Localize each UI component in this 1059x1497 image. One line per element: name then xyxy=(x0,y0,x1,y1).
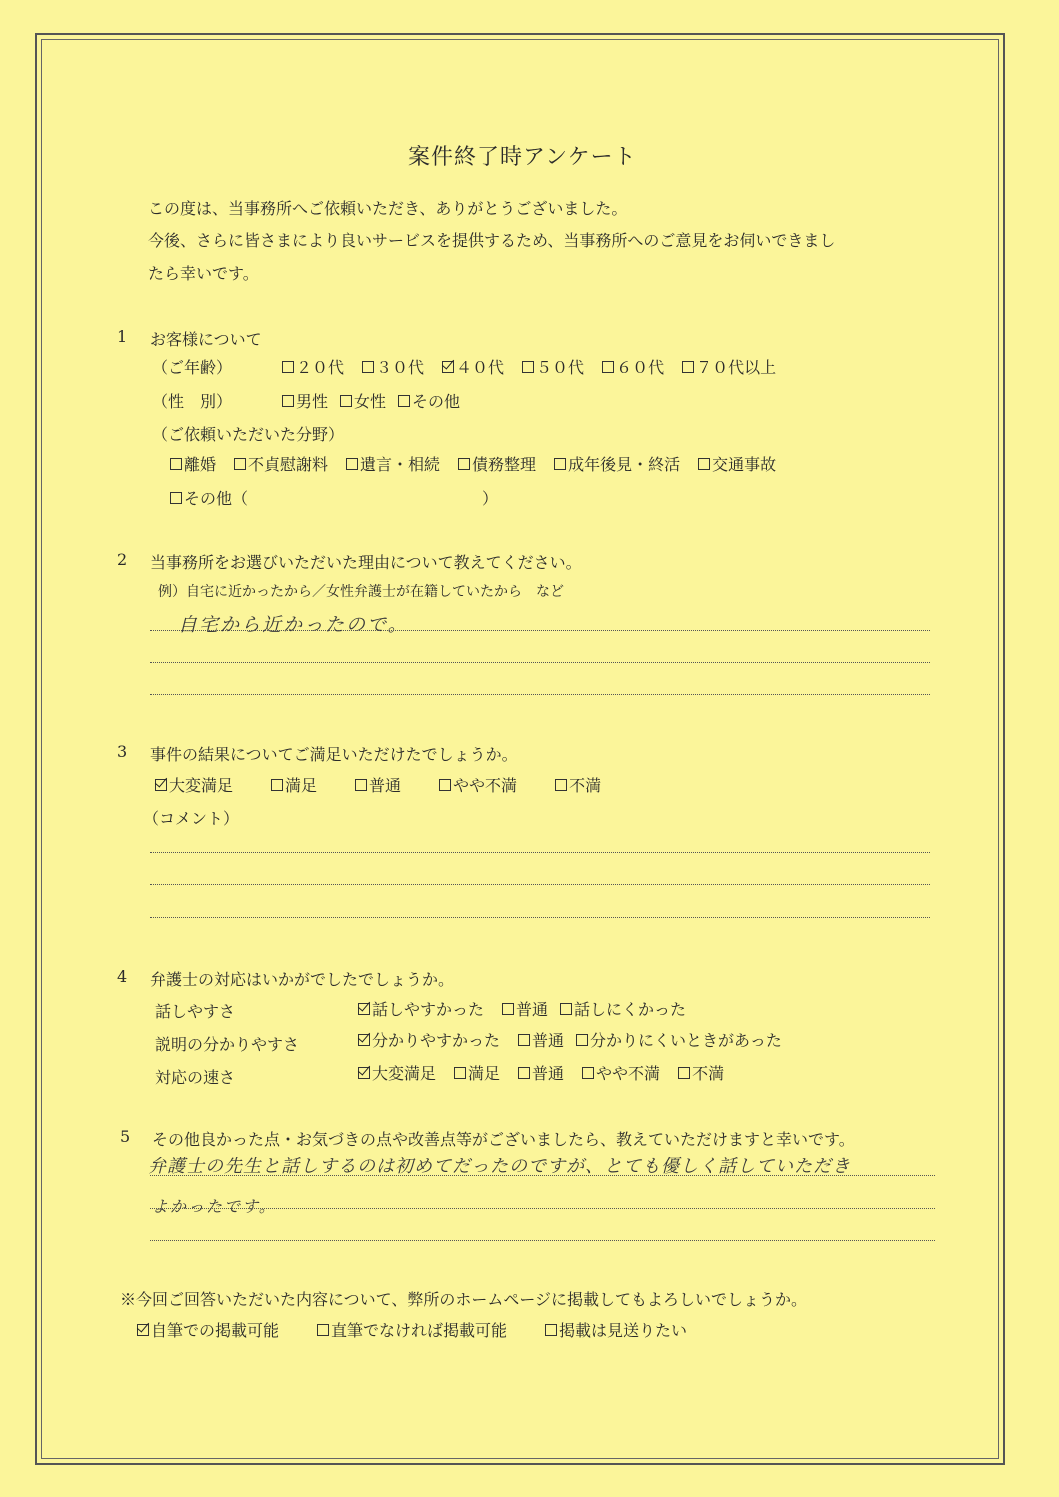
checkbox-age-20s[interactable] xyxy=(282,361,294,373)
checkbox-consent-handwritten[interactable] xyxy=(137,1324,149,1336)
checkbox-clarity-neutral[interactable] xyxy=(518,1034,530,1046)
q2-answer-line-1 xyxy=(150,630,930,631)
survey-title: 案件終了時アンケート xyxy=(408,145,637,170)
q1-age-label: （ご年齢） xyxy=(152,358,233,377)
checkbox-age-60s[interactable] xyxy=(602,361,614,373)
checkbox-sex-other[interactable] xyxy=(398,395,410,407)
checkbox-clarity-clear[interactable] xyxy=(358,1034,370,1046)
q1-number: 1 xyxy=(117,327,128,346)
checkbox-ease-hard[interactable] xyxy=(560,1003,572,1015)
checkbox-female[interactable] xyxy=(340,395,352,407)
speed-option-satisfied[interactable]: 満足 xyxy=(454,1061,500,1084)
checkbox-q3-neutral[interactable] xyxy=(355,779,367,791)
consent-options xyxy=(137,1318,687,1341)
checkbox-q3-dissatisfied[interactable] xyxy=(555,779,567,791)
q1-age-options xyxy=(282,355,776,378)
clarity-option-unclear[interactable]: 分かりにくいときがあった xyxy=(576,1028,782,1051)
q4-row-ease-options xyxy=(358,997,686,1020)
age-option-70s-plus[interactable]: ７０代以上 xyxy=(682,355,776,378)
field-option-other[interactable]: その他（ xyxy=(170,486,248,509)
q1-field-label: （ご依頼いただいた分野） xyxy=(152,425,345,444)
checkbox-traffic[interactable] xyxy=(698,458,710,470)
q3-option-neutral[interactable]: 普通 xyxy=(355,773,401,796)
q3-option-somewhat-dissatisfied[interactable]: やや不満 xyxy=(439,773,517,796)
checkbox-q3-satisfied[interactable] xyxy=(271,779,283,791)
q1-sex-options xyxy=(282,389,460,412)
q5-handwritten-answer-line-2[interactable]: よかったです。 xyxy=(152,1197,277,1216)
checkbox-divorce[interactable] xyxy=(170,458,182,470)
q5-handwritten-answer-line-1[interactable]: 弁護士の先生と話しするのは初めてだったのですが、とても優しく話していただき xyxy=(148,1156,851,1177)
age-option-50s[interactable]: ５０代 xyxy=(522,355,584,378)
checkbox-age-70s-plus[interactable] xyxy=(682,361,694,373)
field-option-infidelity[interactable]: 不貞慰謝料 xyxy=(234,452,328,475)
speed-option-somewhat-dissatisfied[interactable]: やや不満 xyxy=(582,1061,660,1084)
q5-answer-line-3 xyxy=(150,1240,935,1241)
intro-line-2: 今後、さらに皆さまにより良いサービスを提供するため、当事務所へのご意見をお伺いできまし xyxy=(148,231,836,250)
ease-option-hard[interactable]: 話しにくかった xyxy=(560,997,686,1020)
checkbox-ease-neutral[interactable] xyxy=(502,1003,514,1015)
q2-number: 2 xyxy=(117,550,128,569)
checkbox-male[interactable] xyxy=(282,395,294,407)
q3-comment-label: （コメント） xyxy=(143,809,240,828)
speed-option-very-satisfied[interactable]: 大変満足 xyxy=(358,1061,436,1084)
sex-option-female[interactable]: 女性 xyxy=(340,389,386,412)
q3-options xyxy=(155,773,601,796)
q4-heading: 弁護士の対応はいかがでしたでしょうか。 xyxy=(150,970,455,989)
q4-row-speed-label: 対応の速さ xyxy=(155,1068,236,1087)
checkbox-q3-somewhat-dissatisfied[interactable] xyxy=(439,779,451,791)
ease-option-neutral[interactable]: 普通 xyxy=(502,997,548,1020)
intro-line-1: この度は、当事務所へご依頼いただき、ありがとうございました。 xyxy=(148,199,628,218)
checkbox-speed-satisfied[interactable] xyxy=(454,1067,466,1079)
q4-row-ease-label: 話しやすさ xyxy=(155,1002,236,1021)
checkbox-speed-very-satisfied[interactable] xyxy=(358,1067,370,1079)
q3-comment-line-1 xyxy=(150,852,930,853)
sex-option-male[interactable]: 男性 xyxy=(282,389,328,412)
q2-handwritten-answer[interactable]: 自宅から近かったので。 xyxy=(178,614,409,636)
age-option-30s[interactable]: ３０代 xyxy=(362,355,424,378)
q4-row-speed-options xyxy=(358,1061,724,1084)
checkbox-clarity-unclear[interactable] xyxy=(576,1034,588,1046)
q3-heading: 事件の結果についてご満足いただけたでしょうか。 xyxy=(150,745,518,764)
checkbox-speed-neutral[interactable] xyxy=(518,1067,530,1079)
q5-answer-line-1 xyxy=(150,1175,935,1176)
intro-line-3: たら幸いです。 xyxy=(148,264,259,283)
q2-example: 例）自宅に近かったから／女性弁護士が在籍していたから など xyxy=(158,584,564,600)
q4-number: 4 xyxy=(117,967,128,986)
q1-sex-label: （性 別） xyxy=(152,392,233,411)
q5-number: 5 xyxy=(120,1127,131,1146)
checkbox-age-30s[interactable] xyxy=(362,361,374,373)
field-option-debt[interactable]: 債務整理 xyxy=(458,452,536,475)
checkbox-infidelity[interactable] xyxy=(234,458,246,470)
clarity-option-clear[interactable]: 分かりやすかった xyxy=(358,1028,500,1051)
q3-option-dissatisfied[interactable]: 不満 xyxy=(555,773,601,796)
checkbox-guardianship[interactable] xyxy=(554,458,566,470)
field-option-divorce[interactable]: 離婚 xyxy=(170,452,216,475)
q3-comment-line-2 xyxy=(150,884,930,885)
consent-option-decline[interactable]: 掲載は見送りたい xyxy=(545,1318,687,1341)
field-other-close-paren: ） xyxy=(482,489,499,508)
checkbox-speed-dissatisfied[interactable] xyxy=(678,1067,690,1079)
speed-option-neutral[interactable]: 普通 xyxy=(518,1061,564,1084)
q4-row-clarity-label: 説明の分かりやすさ xyxy=(155,1035,300,1054)
consent-option-not-handwritten[interactable]: 直筆でなければ掲載可能 xyxy=(317,1318,507,1341)
q3-comment-line-3 xyxy=(150,917,930,918)
q3-option-very-satisfied[interactable]: 大変満足 xyxy=(155,773,233,796)
field-option-inheritance[interactable]: 遺言・相続 xyxy=(346,452,440,475)
checkbox-field-other[interactable] xyxy=(170,492,182,504)
q2-answer-line-2 xyxy=(150,662,930,663)
consent-option-handwritten[interactable]: 自筆での掲載可能 xyxy=(137,1318,279,1341)
age-option-40s[interactable]: ４０代 xyxy=(442,355,504,378)
checkbox-consent-decline[interactable] xyxy=(545,1324,557,1336)
q1-heading: お客様について xyxy=(150,330,262,349)
checkbox-age-40s[interactable] xyxy=(442,361,454,373)
clarity-option-neutral[interactable]: 普通 xyxy=(518,1028,564,1051)
ease-option-easy[interactable]: 話しやすかった xyxy=(358,997,484,1020)
checkbox-inheritance[interactable] xyxy=(346,458,358,470)
checkbox-speed-somewhat-dissatisfied[interactable] xyxy=(582,1067,594,1079)
checkbox-q3-very-satisfied[interactable] xyxy=(155,779,167,791)
q4-row-clarity-options xyxy=(358,1028,782,1051)
age-option-20s[interactable]: ２０代 xyxy=(282,355,344,378)
q5-heading: その他良かった点・お気づきの点や改善点等がございましたら、教えていただけますと幸いです。 xyxy=(152,1130,855,1149)
checkbox-consent-not-handwritten[interactable] xyxy=(317,1324,329,1336)
field-option-traffic[interactable]: 交通事故 xyxy=(698,452,776,475)
checkbox-ease-easy[interactable] xyxy=(358,1003,370,1015)
checkbox-age-50s[interactable] xyxy=(522,361,534,373)
checkbox-debt[interactable] xyxy=(458,458,470,470)
q3-number: 3 xyxy=(117,742,128,761)
q3-option-satisfied[interactable]: 満足 xyxy=(271,773,317,796)
speed-option-dissatisfied[interactable]: 不満 xyxy=(678,1061,724,1084)
q5-answer-line-2 xyxy=(150,1208,935,1209)
age-option-60s[interactable]: ６０代 xyxy=(602,355,664,378)
consent-question: ※今回ご回答いただいた内容について、弊所のホームページに掲載してもよろしいでしょうか。 xyxy=(120,1290,808,1309)
field-option-guardianship[interactable]: 成年後見・終活 xyxy=(554,452,680,475)
q2-answer-line-3 xyxy=(150,694,930,695)
q2-heading: 当事務所をお選びいただいた理由について教えてください。 xyxy=(150,553,582,572)
sex-option-other[interactable]: その他 xyxy=(398,389,460,412)
q1-field-options xyxy=(170,452,776,475)
